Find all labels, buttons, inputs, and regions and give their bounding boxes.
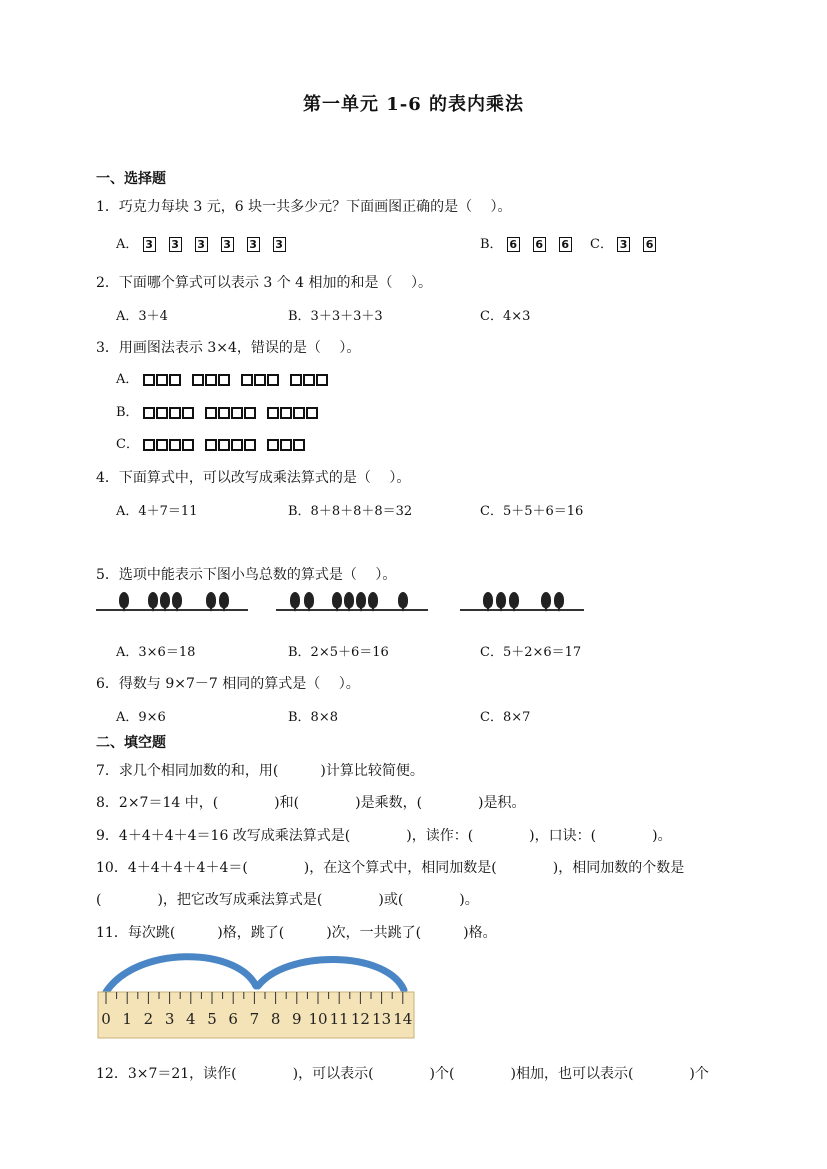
ruler-number: 8 xyxy=(270,1010,281,1028)
q2-option-c[interactable]: C．4×3 xyxy=(480,309,531,324)
chocolate-box: 3 xyxy=(169,237,182,252)
option-label: C． xyxy=(590,237,613,252)
q5-option-b[interactable]: B．2×5＋6＝16 xyxy=(288,645,389,660)
q3-option-a[interactable] xyxy=(116,368,339,387)
q6-option-b[interactable]: B．8×8 xyxy=(288,710,338,725)
ruler-number: 5 xyxy=(207,1010,217,1028)
q5-option-a[interactable]: A．3×6＝18 xyxy=(116,645,196,660)
option-label: A． xyxy=(116,372,139,387)
ruler-number: 1 xyxy=(122,1010,132,1028)
question-3: 3．用画图法表示 3×4，错误的是（ ）。 xyxy=(96,340,361,356)
ruler-number: 0 xyxy=(101,1010,111,1028)
ruler-number: 10 xyxy=(308,1010,328,1028)
square-group xyxy=(143,405,195,420)
chocolate-box: 6 xyxy=(559,237,572,252)
question-2: 2．下面哪个算式可以表示 3 个 4 相加的和是（ ）。 xyxy=(96,275,432,291)
q3-option-c[interactable] xyxy=(116,433,316,452)
question-5: 5．选项中能表示下图小鸟总数的算式是（ ）。 xyxy=(96,567,397,583)
option-label: A． xyxy=(116,237,139,252)
question-7: 7．求几个相同加数的和，用( )计算比较简便。 xyxy=(96,763,424,779)
ruler-number: 13 xyxy=(372,1010,392,1028)
ruler-number: 3 xyxy=(164,1010,175,1028)
q1-option-c[interactable] xyxy=(590,233,669,252)
chocolate-box: 3 xyxy=(247,237,260,252)
q4-option-a[interactable]: A．4＋7＝11 xyxy=(116,504,198,519)
square-group xyxy=(267,405,319,420)
section-fill-heading: 二、填空题 xyxy=(96,735,166,751)
ruler-number: 2 xyxy=(143,1010,154,1028)
question-11: 11．每次跳( )格，跳了( )次，一共跳了( )格。 xyxy=(96,925,497,941)
square-group xyxy=(143,372,182,387)
chocolate-box: 6 xyxy=(507,237,520,252)
question-9: 9．4＋4＋4＋4＝16 改写成乘法算式是( )，读作：( )，口诀：( )。 xyxy=(96,828,672,844)
chocolate-box: 3 xyxy=(143,237,156,252)
question-4: 4．下面算式中，可以改写成乘法算式的是（ ）。 xyxy=(96,470,411,486)
question-10-line-2: ( )，把它改写成乘法算式是( )或( )。 xyxy=(96,892,479,908)
question-12: 12．3×7＝21，读作( )，可以表示( )个( )相加，也可以表示( )个 xyxy=(96,1066,709,1082)
ruler-number: 11 xyxy=(329,1010,349,1028)
q4-option-c[interactable]: C．5＋5＋6＝16 xyxy=(480,504,584,519)
q6-option-c[interactable]: C．8×7 xyxy=(480,710,531,725)
square-group xyxy=(290,372,329,387)
chocolate-box: 6 xyxy=(643,237,656,252)
ruler-number: 14 xyxy=(393,1010,413,1028)
square-group xyxy=(267,437,306,452)
option-label: C． xyxy=(116,437,139,452)
option-label: B． xyxy=(480,237,503,252)
ruler-number: 6 xyxy=(228,1010,238,1028)
section-choice-heading: 一、选择题 xyxy=(96,171,166,187)
ruler-number: 12 xyxy=(350,1010,370,1028)
question-1: 1．巧克力每块 3 元，6 块一共多少元？下面画图正确的是（ ）。 xyxy=(96,199,512,215)
question-8: 8．2×7＝14 中，( )和( )是乘数，( )是积。 xyxy=(96,795,526,811)
question-10-line-1: 10．4＋4＋4＋4＋4＝( )，在这个算式中，相同加数是( )，相同加数的个数是 xyxy=(96,860,685,876)
page-title: 第一单元 1-6 的表内乘法 xyxy=(302,94,525,115)
ruler-number: 4 xyxy=(186,1010,196,1028)
chocolate-box: 3 xyxy=(221,237,234,252)
chocolate-box: 6 xyxy=(533,237,546,252)
square-group xyxy=(143,437,195,452)
q1-option-a[interactable] xyxy=(116,233,299,252)
square-group xyxy=(241,372,280,387)
q4-option-b[interactable]: B．8＋8＋8＋8＝32 xyxy=(288,504,413,519)
square-group xyxy=(205,405,257,420)
q1-option-b[interactable] xyxy=(480,233,585,252)
chocolate-box: 3 xyxy=(617,237,630,252)
chocolate-box: 3 xyxy=(195,237,208,252)
ruler-number: 7 xyxy=(249,1010,260,1028)
q5-option-c[interactable]: C．5＋2×6＝17 xyxy=(480,645,582,660)
q3-option-b[interactable] xyxy=(116,401,329,420)
ruler-number: 9 xyxy=(292,1010,302,1028)
chocolate-box: 3 xyxy=(273,237,286,252)
q2-option-a[interactable]: A．3＋4 xyxy=(116,309,168,324)
option-label: B． xyxy=(116,405,139,420)
question-6: 6．得数与 9×7－7 相同的算式是（ ）。 xyxy=(96,676,360,692)
square-group xyxy=(192,372,231,387)
q2-option-b[interactable]: B．3＋3＋3＋3 xyxy=(288,309,383,324)
square-group xyxy=(205,437,257,452)
ruler-jump-diagram xyxy=(96,952,418,1042)
q6-option-a[interactable]: A．9×6 xyxy=(116,710,166,725)
